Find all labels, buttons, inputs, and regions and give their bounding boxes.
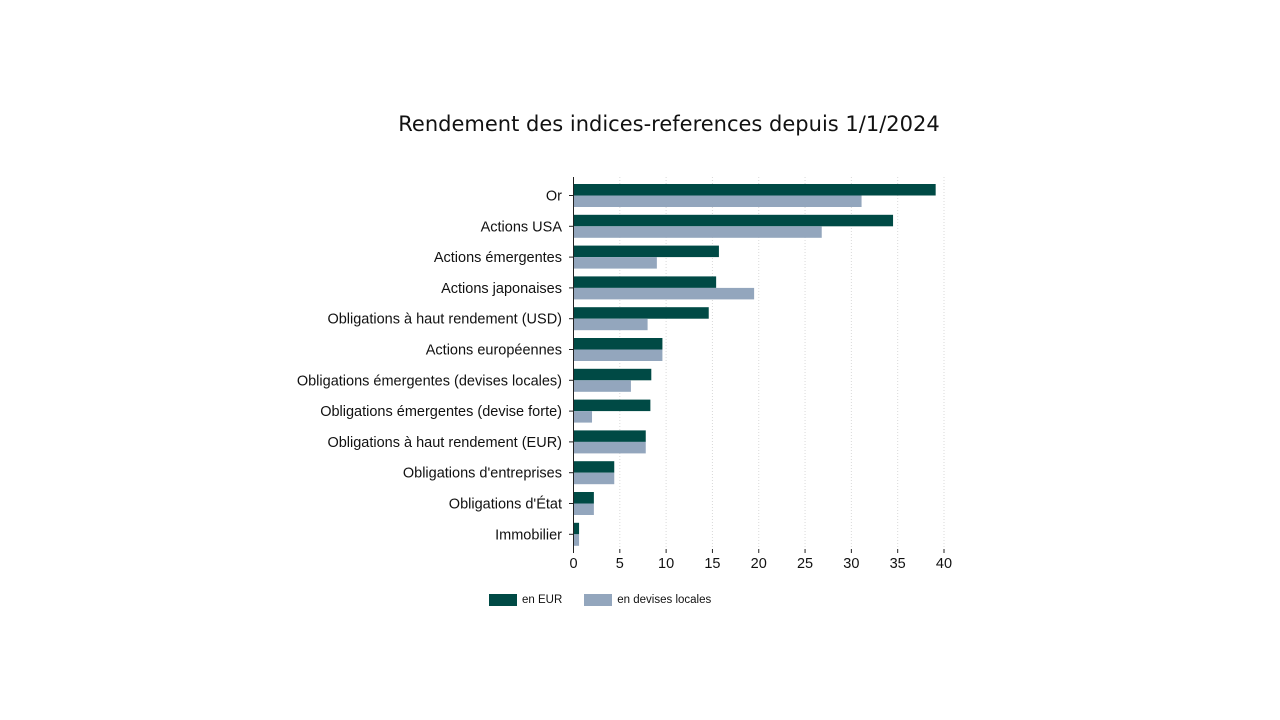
bar-obligations-d-etat-local <box>574 504 594 516</box>
legend-item-local <box>584 594 711 606</box>
bar-immobilier-eur <box>574 523 580 535</box>
category-label-obligations-a-haut-rendement-usd: Obligations à haut rendement (USD) <box>327 311 562 328</box>
category-label-actions-europeennes: Actions européennes <box>425 342 562 359</box>
category-label-actions-emergentes: Actions émergentes <box>433 250 562 267</box>
bar-obligations-a-haut-rendement-usd-local <box>574 319 648 331</box>
x-tick-label-20: 20 <box>750 556 767 572</box>
bar-actions-usa-local <box>574 226 822 238</box>
category-label-obligations-emergentes-devise-forte: Obligations émergentes (devise forte) <box>320 404 562 421</box>
category-label-obligations-d-entreprises: Obligations d'entreprises <box>402 465 562 482</box>
bar-obligations-emergentes-devises-locales-eur <box>574 369 652 381</box>
x-tick-label-25: 25 <box>796 556 814 572</box>
legend-item-eur <box>489 594 562 606</box>
bar-obligations-d-entreprises-eur <box>574 461 615 473</box>
category-label-obligations-d-etat: Obligations d'État <box>448 496 562 513</box>
bar-obligations-emergentes-devise-forte-local <box>574 411 593 423</box>
bar-immobilier-local <box>574 534 580 546</box>
bar-obligations-a-haut-rendement-usd-eur <box>574 307 709 319</box>
bar-obligations-a-haut-rendement-eur-eur <box>574 430 646 442</box>
bar-actions-usa-eur <box>574 215 894 227</box>
x-tick-label-15: 15 <box>704 556 721 572</box>
bar-actions-europeennes-eur <box>574 338 663 350</box>
legend-label-local: en devises locales <box>617 594 712 606</box>
bars <box>574 184 936 546</box>
x-tick-label-10: 10 <box>658 556 675 572</box>
x-tick-label-0: 0 <box>569 556 578 572</box>
bar-or-local <box>574 196 862 208</box>
x-tick-label-30: 30 <box>843 556 860 572</box>
bar-actions-emergentes-eur <box>574 246 719 258</box>
bar-actions-japonaises-local <box>574 288 755 300</box>
bar-actions-emergentes-local <box>574 257 657 269</box>
legend-swatch-local <box>584 594 612 606</box>
x-tick-label-5: 5 <box>615 556 624 572</box>
category-label-obligations-a-haut-rendement-eur: Obligations à haut rendement (EUR) <box>327 434 562 451</box>
bar-actions-japonaises-eur <box>574 276 717 288</box>
bar-obligations-emergentes-devises-locales-local <box>574 380 631 392</box>
category-label-obligations-emergentes-devises-locales: Obligations émergentes (devises locales) <box>296 373 562 390</box>
chart-title: Rendement des indices-references depuis 1/1/2024 <box>398 112 940 136</box>
bar-obligations-d-entreprises-local <box>574 473 615 485</box>
legend-label-eur: en EUR <box>522 594 563 606</box>
bar-or-eur <box>574 184 936 196</box>
bar-obligations-a-haut-rendement-eur-local <box>574 442 646 454</box>
category-labels <box>297 189 562 544</box>
category-label-or: Or <box>545 188 562 205</box>
category-label-actions-japonaises: Actions japonaises <box>441 280 562 297</box>
bar-actions-europeennes-local <box>574 350 663 362</box>
bar-obligations-emergentes-devise-forte-eur <box>574 400 651 412</box>
legend <box>489 594 733 606</box>
x-tick-label-35: 35 <box>889 556 906 572</box>
x-tick-label-40: 40 <box>935 556 953 572</box>
bar-obligations-d-etat-eur <box>574 492 594 504</box>
legend-swatch-eur <box>489 594 517 606</box>
category-label-actions-usa: Actions USA <box>480 219 562 236</box>
category-label-immobilier: Immobilier <box>495 527 562 544</box>
